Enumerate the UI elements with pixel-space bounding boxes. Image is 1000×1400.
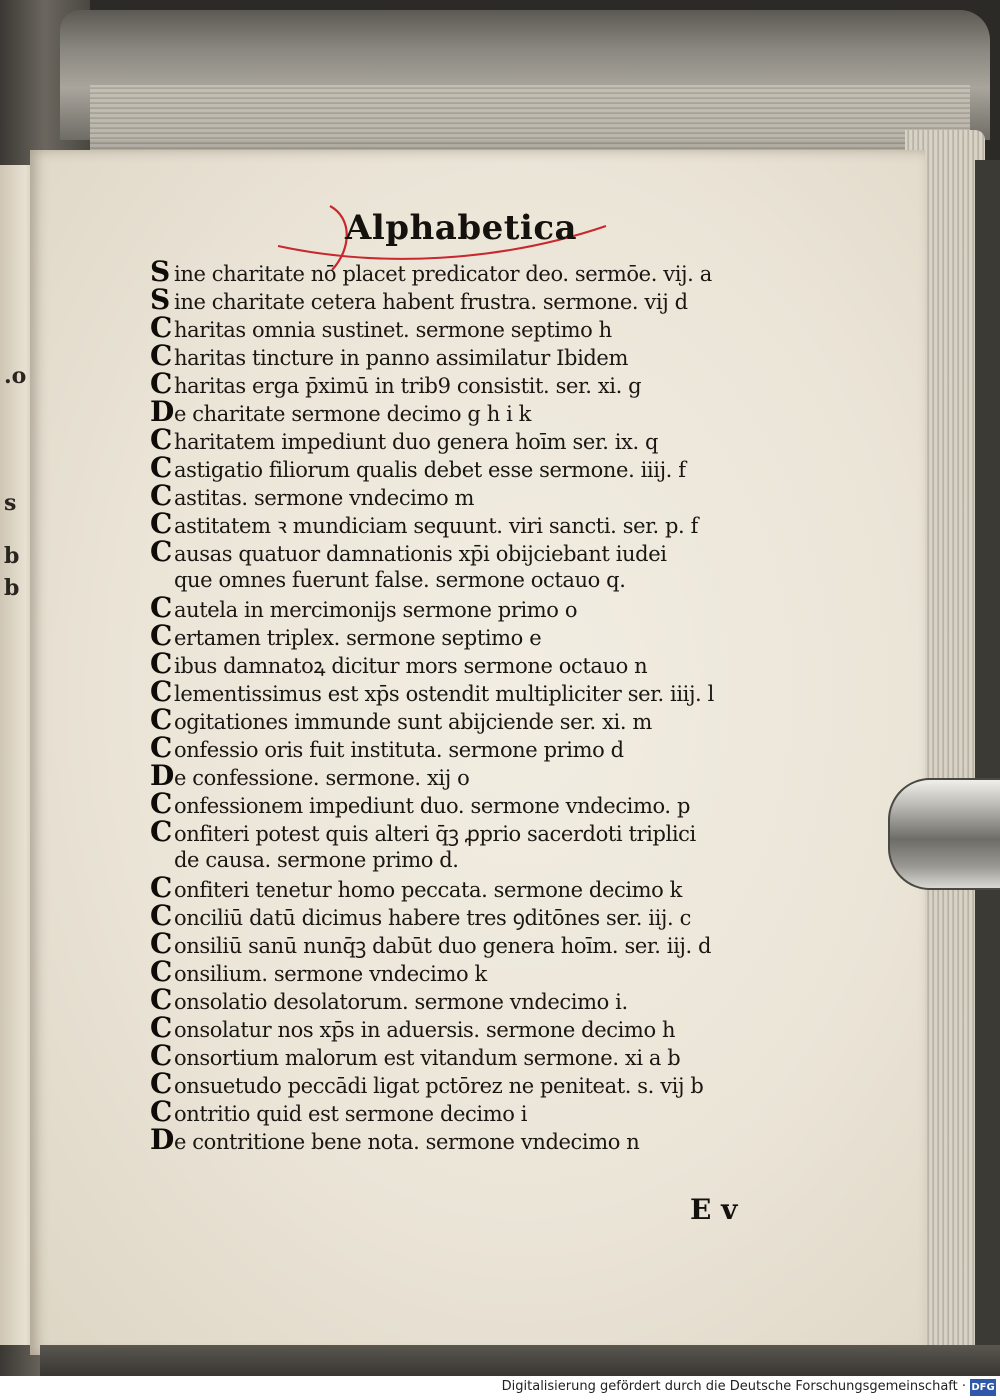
index-entry (150, 958, 890, 986)
entry-initial: C (150, 986, 172, 1014)
entry-text: onsortium malorum est vitandum sermone. xi a b (174, 1046, 681, 1070)
left-page-mark: .o (4, 363, 27, 389)
entry-initial: D (150, 1126, 174, 1154)
entry-initial: C (150, 1042, 172, 1070)
index-entry (150, 1070, 890, 1098)
index-entry (150, 930, 890, 958)
index-entry (150, 650, 890, 678)
entry-text: haritatem impediunt duo genera hoīm ser. ix. q (174, 430, 659, 454)
entry-initial: C (150, 342, 172, 370)
entry-text: onfiteri potest quis alteri q̄ꝫ ꝓprio sacerdoti triplici (174, 822, 696, 846)
index-entry (150, 370, 890, 398)
entry-initial: C (150, 538, 172, 566)
entry-initial: S (150, 258, 170, 286)
entry-text: onsolatur nos xp̄s in aduersis. sermone decimo h (174, 1018, 676, 1042)
index-entry (150, 622, 890, 650)
index-entry (150, 874, 890, 902)
entry-initial: C (150, 482, 172, 510)
index-entry (150, 986, 890, 1014)
index-entry (150, 398, 890, 426)
entry-initial: D (150, 762, 174, 790)
entry-initial: C (150, 314, 172, 342)
entry-initial: C (150, 930, 172, 958)
entry-initial: C (150, 454, 172, 482)
entry-text: ogitationes immunde sunt abijciende ser. xi. m (174, 710, 652, 734)
index-entry (150, 678, 890, 706)
entry-initial: S (150, 286, 170, 314)
index-entry-list (150, 258, 890, 1154)
entry-initial: C (150, 594, 172, 622)
entry-text: ontritio quid est sermone decimo i (174, 1102, 528, 1126)
entry-text: onsilium. sermone vndecimo k (174, 962, 487, 986)
index-entry (150, 426, 890, 454)
entry-initial: C (150, 678, 172, 706)
entry-text: onsiliū sanū nunq̄ꝫ dabūt duo genera hoīm. ser. iij. d (174, 934, 712, 958)
entry-initial: C (150, 818, 172, 846)
entry-text: onfessionem impediunt duo. sermone vndecimo. p (174, 794, 690, 818)
entry-text: ibus damnatoꝝ dicitur mors sermone octauo n (174, 654, 648, 678)
index-entry (150, 286, 890, 314)
index-entry (150, 902, 890, 930)
entry-text: e charitate sermone decimo g h i k (174, 402, 532, 426)
index-entry (150, 706, 890, 734)
index-entry (150, 1126, 890, 1154)
left-page-mark: s (4, 490, 17, 516)
entry-text: autela in mercimonijs sermone primo o (174, 598, 578, 622)
entry-initial: C (150, 958, 172, 986)
entry-text: e confessione. sermone. xij o (174, 766, 470, 790)
entry-text: astigatio filiorum qualis debet esse sermone. iiij. f (174, 458, 686, 482)
index-entry (150, 482, 890, 510)
index-entry (150, 790, 890, 818)
entry-text: ine charitate cetera habent frustra. sermone. vij d (174, 290, 688, 314)
index-entry (150, 1042, 890, 1070)
entry-text: e contritione bene nota. sermone vndecimo n (174, 1130, 640, 1154)
entry-initial: C (150, 1070, 172, 1098)
index-entry (150, 342, 890, 370)
index-entry (150, 566, 890, 594)
entry-text: que omnes fuerunt false. sermone octauo q. (174, 568, 626, 592)
entry-text: onciliū datū dicimus habere tres ꝯditōnes ser. iij. c (174, 906, 691, 930)
book-cover-right (975, 160, 1000, 1360)
entry-initial: C (150, 1014, 172, 1042)
index-entry (150, 818, 890, 846)
entry-initial: C (150, 650, 172, 678)
entry-initial: C (150, 790, 172, 818)
left-page-mark: b (4, 543, 20, 569)
entry-text: astitatem ꝛ mundiciam sequunt. viri sancti. ser. p. f (174, 514, 698, 538)
entry-text: astitas. sermone vndecimo m (174, 486, 475, 510)
left-page-mark: b (4, 575, 20, 601)
entry-text: haritas tincture in panno assimilatur Ibidem (174, 346, 628, 370)
index-entry (150, 258, 890, 286)
index-entry (150, 594, 890, 622)
entry-initial: C (150, 370, 172, 398)
page-heading: Alphabetica (345, 208, 578, 248)
entry-text: onsolatio desolatorum. sermone vndecimo i. (174, 990, 628, 1014)
attribution-text: Digitalisierung gefördert durch die Deutsche Forschungsgemeinschaft · (501, 1379, 966, 1394)
index-entry (150, 510, 890, 538)
index-entry (150, 314, 890, 342)
entry-text: haritas omnia sustinet. sermone septimo h (174, 318, 612, 342)
index-entry (150, 538, 890, 566)
entry-initial: C (150, 734, 172, 762)
index-entry (150, 1098, 890, 1126)
index-entry (150, 454, 890, 482)
entry-text: de causa. sermone primo d. (174, 848, 459, 872)
entry-text: onsuetudo peccādi ligat pctōrez ne peniteat. s. vij b (174, 1074, 704, 1098)
entry-text: ine charitate nō placet predicator deo. sermōe. vij. a (174, 262, 712, 286)
signature-mark: E v (690, 1193, 738, 1226)
index-entry (150, 846, 890, 874)
entry-text: ertamen triplex. sermone septimo e (174, 626, 542, 650)
entry-initial: D (150, 398, 174, 426)
dfg-logo-icon: DFG (970, 1379, 996, 1396)
entry-initial: C (150, 622, 172, 650)
entry-text: lementissimus est xp̄s ostendit multipliciter ser. iiij. l (174, 682, 714, 706)
entry-text: onfiteri tenetur homo peccata. sermone decimo k (174, 878, 683, 902)
entry-initial: C (150, 510, 172, 538)
entry-initial: C (150, 902, 172, 930)
page-stack-top (90, 85, 970, 155)
attribution-bar (0, 1376, 1000, 1400)
entry-text: onfessio oris fuit instituta. sermone primo d (174, 738, 624, 762)
index-entry (150, 1014, 890, 1042)
entry-initial: C (150, 874, 172, 902)
entry-initial: C (150, 706, 172, 734)
index-entry (150, 762, 890, 790)
index-entry (150, 734, 890, 762)
entry-text: ausas quatuor damnationis xp̄i obijciebant iudei (174, 542, 667, 566)
entry-initial: C (150, 426, 172, 454)
entry-text: haritas erga p̄ximū in trib9 consistit. ser. xi. g (174, 374, 642, 398)
entry-initial: C (150, 1098, 172, 1126)
book-clamp (888, 778, 1000, 890)
